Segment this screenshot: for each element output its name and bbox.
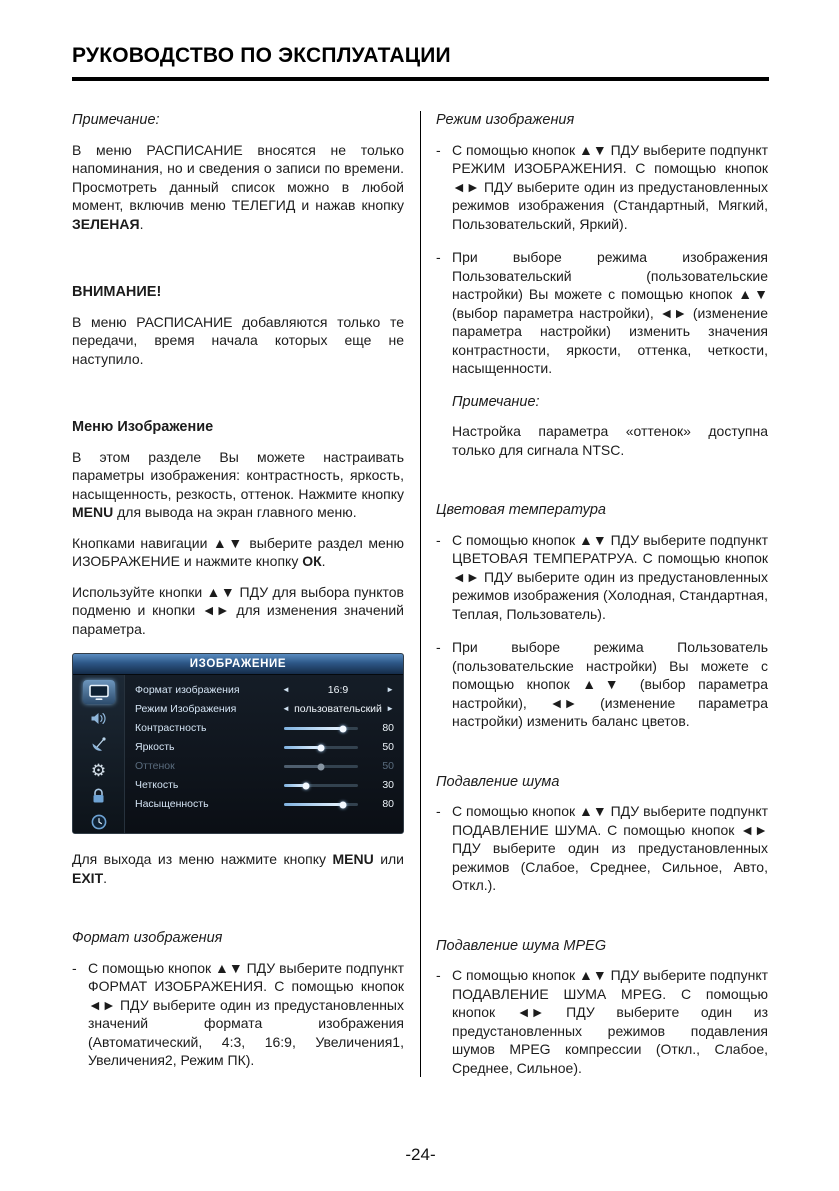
bold-text: ЗЕЛЕНАЯ [72, 215, 140, 232]
right-arrow-icon[interactable]: ► [386, 704, 394, 714]
bullet-text: С помощью кнопок ▲▼ ПДУ выберите подпункт ПОДАВЛЕНИЕ ШУМА MPEG. С помощью кнопок ◄► ПДУ выберите один из предустановленных режимов подавления шумов MPEG компрессии (Откл., Слабое, Среднее, Сильное). [452, 967, 769, 1076]
page-title: РУКОВОДСТВО ПО ЭКСПЛУАТАЦИИ [72, 44, 451, 67]
tv-item-value: 80 [382, 798, 394, 811]
text-segment: или [373, 851, 404, 867]
picture-mode-bullet-1 [436, 141, 768, 234]
slider-thumb[interactable] [340, 801, 347, 808]
slider-track[interactable] [284, 765, 358, 768]
tv-menu-body [73, 675, 403, 834]
ntsc-note-paragraph: Настройка параметра «оттенок» доступна только для сигнала NTSC. [452, 423, 768, 458]
format-bullet [72, 959, 404, 1070]
picture-icon[interactable] [83, 680, 115, 704]
mpeg-noise-heading: Подавление шума MPEG [436, 937, 607, 954]
tv-item-value: пользовательский [294, 703, 382, 716]
bold-text: EXIT [72, 869, 104, 886]
bullet-marker: - [436, 803, 441, 819]
tv-item-slider[interactable] [284, 765, 358, 768]
bullet-marker: - [436, 967, 441, 983]
format-section-heading: Формат изображения [72, 930, 223, 946]
slider-track[interactable] [284, 803, 358, 806]
tv-item-label: Контрастность [135, 722, 207, 735]
tv-item-selector [282, 681, 394, 700]
noise-reduction-heading: Подавление шума [436, 773, 560, 790]
bullet-text: С помощью кнопок ▲▼ ПДУ выберите подпункт РЕЖИМ ИЗОБРАЖЕНИЯ. С помощью кнопок ◄► ПДУ выберите один из предустановленных режимов изображения (Стандартный, Мягкий, Пользовательский, Яркий). [452, 141, 769, 232]
tv-item-label: Оттенок [135, 760, 175, 773]
bullet-text: При выборе режима Пользователь (пользовательские настройки) Вы можете с помощью кнопок ▲▼ (выбор параметра настройки), ◄► (изменение параметра настройки) изменить баланс цветов. [452, 639, 768, 729]
tv-item-value: 80 [382, 722, 394, 735]
bullet-text: С помощью кнопок ▲▼ ПДУ выберите подпункт ЦВЕТОВАЯ ТЕМПЕРАТРУА. С помощью кнопок ◄► ПДУ выберите один из предустановленных режимов изображения (Холодная, Стандартная, Теплая, Пользователь). [452, 531, 769, 622]
schedule-note-paragraph [72, 141, 404, 234]
tv-menu-item[interactable] [135, 795, 394, 814]
header-rule [72, 77, 769, 81]
slider-fill [284, 765, 321, 768]
picture-menu-heading: Меню Изображение [72, 419, 214, 435]
tv-menu-item[interactable] [135, 738, 394, 757]
tv-item-slider[interactable] [284, 746, 358, 749]
picture-intro-paragraph [72, 448, 404, 522]
navigation-paragraph [72, 534, 404, 571]
tv-item-label: Насыщенность [135, 798, 209, 811]
slider-thumb[interactable] [303, 782, 310, 789]
bold-text: ОК [302, 553, 322, 569]
bullet-text: С помощью кнопок ▲▼ ПДУ выберите подпункт ФОРМАТ ИЗОБРАЖЕНИЯ. С помощью кнопок ◄► ПДУ выберите один из предустановленных значений формата изображения (Автоматический, 4:3, 16:9, Увеличения1, Увеличения2, Режим ПК). [88, 959, 405, 1068]
bullet-marker: - [72, 959, 77, 976]
tv-menu-item[interactable] [135, 681, 394, 700]
mpeg-noise-bullet [436, 966, 768, 1077]
picture-mode-heading: Режим изображения [436, 112, 575, 128]
tv-item-label: Формат изображения [135, 684, 240, 697]
tv-item-label: Режим Изображения [135, 703, 237, 716]
text-segment: В меню РАСПИСАНИЕ вносятся не только напоминания, но и сведения о записи по времени. Просмотреть данный список можно в любой момент, включив меню ТЕЛЕГИД и нажав кнопку [72, 141, 404, 213]
color-temp-bullet-2 [436, 638, 768, 731]
tv-item-value: 16:9 [327, 684, 349, 697]
clock-icon[interactable] [83, 810, 115, 834]
use-buttons-paragraph: Используйте кнопки ▲▼ ПДУ для выбора пунктов подменю и кнопки ◄► для изменения значений параметра. [72, 583, 404, 637]
note-heading: Примечание: [72, 112, 160, 128]
tv-menu-sidebar [73, 675, 125, 834]
text-segment: Для выхода из меню нажмите кнопку [72, 851, 333, 867]
settings-gear-icon[interactable] [83, 758, 115, 782]
channel-icon[interactable] [83, 732, 115, 756]
attention-paragraph: В меню РАСПИСАНИЕ добавляются только те передачи, время начала которых еще не наступило. [72, 313, 404, 367]
slider-thumb[interactable] [318, 763, 325, 770]
slider-thumb[interactable] [340, 725, 347, 732]
tv-menu-item[interactable] [135, 700, 394, 719]
left-arrow-icon[interactable]: ◄ [282, 704, 290, 714]
bullet-marker: - [436, 531, 441, 548]
noise-reduction-bullet [436, 802, 768, 895]
page-number: -24- [405, 1145, 436, 1164]
sound-icon[interactable] [83, 706, 115, 730]
text-segment: . [139, 215, 144, 232]
tv-item-value: 30 [382, 779, 394, 792]
tv-item-value: 50 [382, 741, 394, 754]
slider-fill [284, 803, 343, 806]
left-arrow-icon[interactable]: ◄ [282, 685, 290, 695]
bullet-marker: - [436, 141, 441, 158]
tv-menu-rows [125, 675, 403, 834]
ntsc-note-heading: Примечание: [452, 393, 540, 410]
slider-track[interactable] [284, 746, 358, 749]
slider-fill [284, 746, 321, 749]
tv-item-slider[interactable] [284, 803, 358, 806]
tv-item-label: Четкость [135, 779, 179, 792]
slider-fill [284, 727, 343, 730]
color-temp-bullet-1 [436, 531, 768, 624]
bullet-marker: - [436, 249, 441, 265]
attention-heading: ВНИМАНИЕ! [72, 284, 162, 300]
slider-track[interactable] [284, 784, 358, 787]
slider-thumb[interactable] [318, 744, 325, 751]
tv-item-value: 50 [382, 760, 394, 773]
tv-menu-item[interactable] [135, 757, 394, 776]
right-arrow-icon[interactable]: ► [386, 685, 394, 695]
exit-paragraph [72, 850, 404, 887]
bold-text: MENU [72, 504, 114, 520]
text-segment: В этом разделе Вы можете настраивать параметры изображения: контрастность, яркость, насыщенность, резкость, оттенок. Нажмите кнопку [72, 448, 404, 502]
text-segment: . [103, 869, 108, 886]
slider-track[interactable] [284, 727, 358, 730]
color-temp-heading: Цветовая температура [436, 502, 606, 518]
tv-item-slider[interactable] [284, 784, 358, 787]
columns-container [72, 111, 769, 1077]
bold-text: MENU [332, 851, 374, 867]
column-divider [420, 111, 421, 1077]
tv-menu-item[interactable] [135, 776, 394, 795]
tv-item-selector [282, 700, 394, 719]
bullet-text: При выборе режима изображения Пользовательский (пользовательские настройки) Вы можете с помощью кнопок ▲▼ (выбор параметра настройки), ◄► (изменение параметра настройки) изменить значения контрастности, яркости, оттенка, четкости, насыщенности. [452, 249, 768, 376]
text-segment: для вывода на экран главного меню. [113, 504, 357, 520]
text-segment: . [321, 553, 326, 569]
gear-glyph: ⚙ [90, 760, 107, 780]
tv-osd-menu [72, 653, 404, 834]
lock-icon[interactable] [83, 784, 115, 808]
bullet-text: С помощью кнопок ▲▼ ПДУ выберите подпункт ПОДАВЛЕНИЕ ШУМА. С помощью кнопок ◄► ПДУ выберите один из предустановленных режимов (Слабое, Среднее, Сильное, Авто, Откл.). [452, 803, 769, 893]
tv-item-slider[interactable] [284, 727, 358, 730]
right-column [436, 111, 768, 1077]
page-footer [72, 1121, 769, 1191]
doc-header [72, 44, 769, 81]
left-column [72, 111, 404, 1077]
bullet-marker: - [436, 639, 441, 655]
tv-item-label: Яркость [135, 741, 175, 754]
text-segment: Кнопками навигации ▲▼ выберите раздел меню ИЗОБРАЖЕНИЕ и нажмите кнопку [72, 534, 404, 569]
tv-menu-title: ИЗОБРАЖЕНИЕ [73, 654, 403, 675]
tv-menu-item[interactable] [135, 719, 394, 738]
picture-mode-bullet-2 [436, 248, 768, 378]
